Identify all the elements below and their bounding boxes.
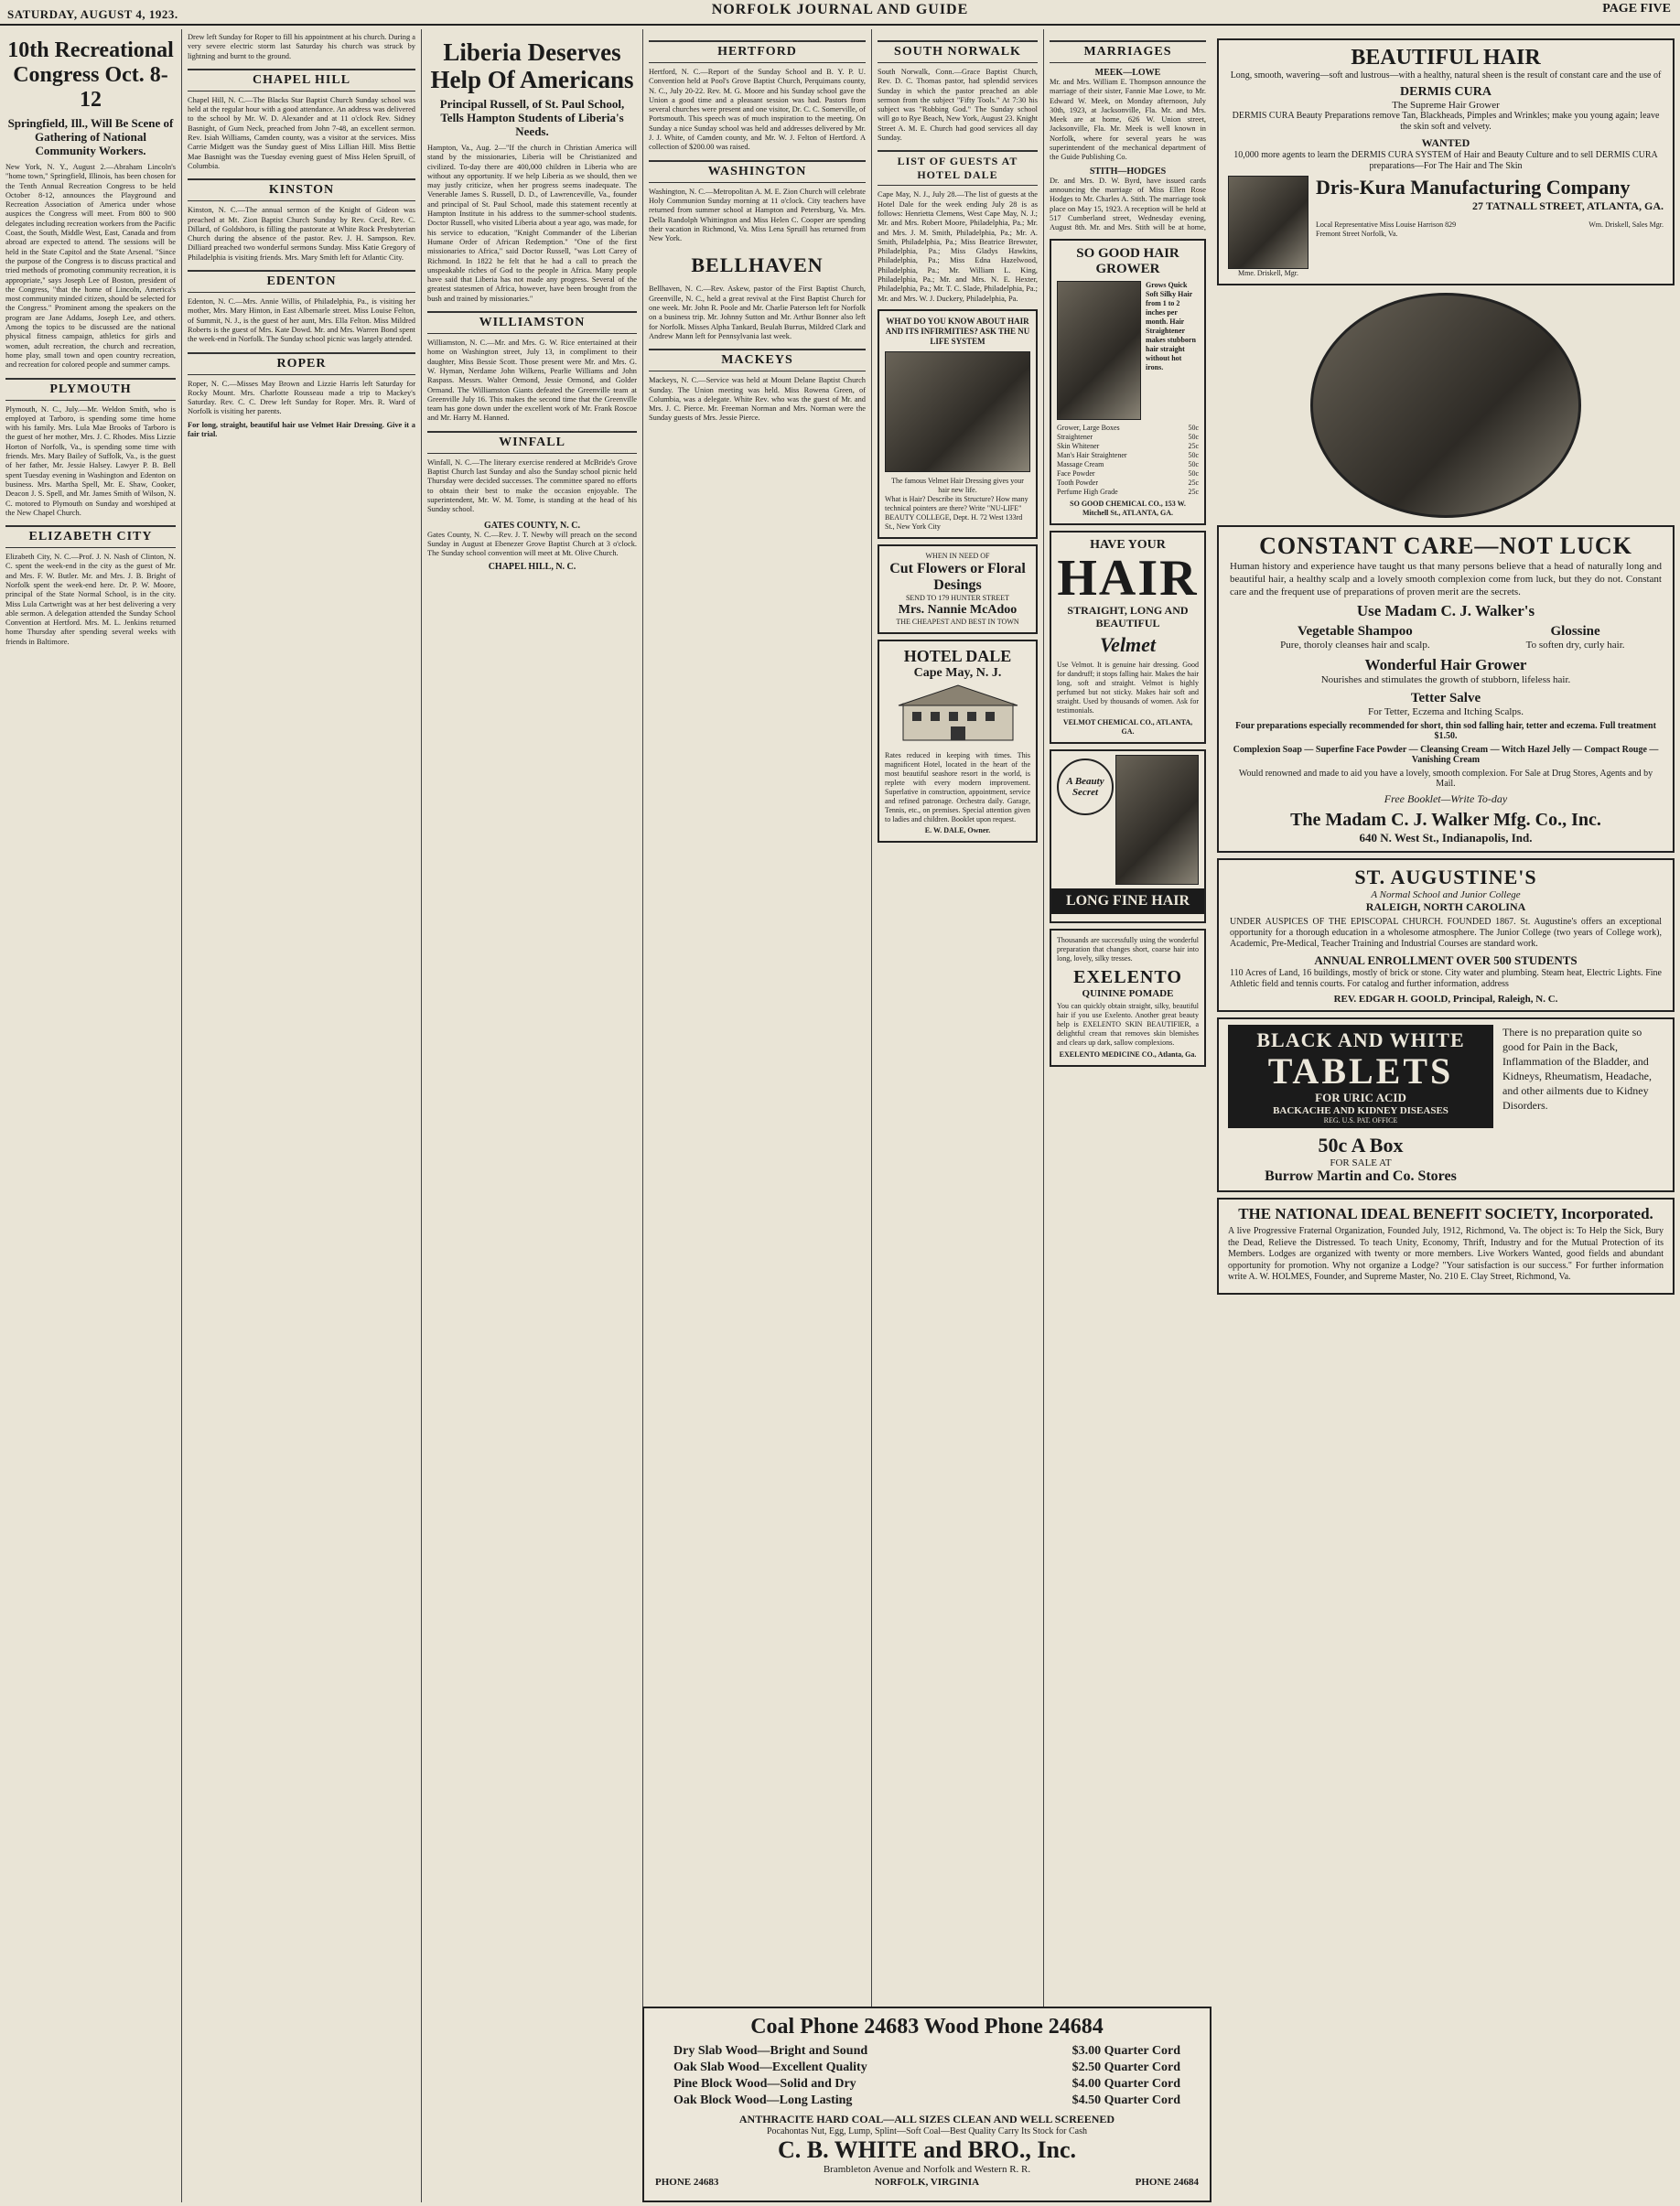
recreation-deck: Springfield, Ill., Will Be Scene of Gathering of National Community Workers.	[7, 116, 174, 157]
walker-shampoo-sub: Pure, thoroly cleanses hair and scalp.	[1280, 640, 1430, 651]
ideal-benefit-headline: THE NATIONAL IDEAL BENEFIT SOCIETY, Incorporated.	[1238, 1205, 1653, 1222]
price-value: 50c	[1188, 468, 1199, 478]
plymouth-article: Plymouth, N. C., July.—Mr. Weldon Smith, who is employed at Tarboro, is spending some time home with his family. Mrs. Lula Mae Brooks of Tarboro is the guest of her mother, Mrs. J. C. Rhodes. Miss Lizzie Horton of Norfolk, Va., is spending some time with friends. Mrs. Mary Bailey of Suffolk, Va., is the guest of her father, Mr. Jessie Halsey. Lawyer P. B. Bell spent Tuesday evening in Washington and Edenton on business. Mrs. Martha Spell, Mr. E. Shaw, Cooker, Deacon J. S. Spell, and Mr. James Smith of Wilson, N. C. motored to Plymouth on Sunday and worshiped at the New Chapel Church.	[5, 404, 176, 517]
flowers-name: Mrs. Nannie McAdoo	[898, 602, 1018, 617]
st-augustines-enroll: ANNUAL ENROLLMENT OVER 500 STUDENTS	[1314, 953, 1578, 967]
winfall-article: Winfall, N. C.—The literary exercise rendered at McBride's Grove Baptist Church last Sunday and also the Sunday school picnic held Thursday were decided successes. The committee spared no efforts to obtain their best to make the occasion enjoyable. The superintendent, Mr. W. M. Tome, is standing at the head of his Sunday school.	[427, 457, 637, 514]
hertford-article: Hertford, N. C.—Report of the Sunday School and B. Y. P. U. Convention held at Pool's Grove Baptist Church, Perquimans county, N. C., July 20-22. Rev. M. G. Moore and his Sunday school gave the Union a good time and a pleasant session was had. Pastors from several churches were present and one visitor, Dr. C. C. Somerville, of Portsmouth. This speech was of much inspiration to the meeting. On Sunday a nice Sunday school was held and addresses delivered by Mr. J. J. White, of Camden county, and Mr. W. J. Felton of Hertford. A collection of $200.00 was raised.	[649, 68, 866, 152]
walker-tetter: Tetter Salve	[1410, 691, 1481, 705]
recreation-headline: 10th Recreational Congress Oct. 8-12	[7, 38, 174, 112]
washington-heading: WASHINGTON	[649, 160, 866, 183]
coal-price: $4.50 Quarter Cord	[1072, 2093, 1180, 2107]
price-row	[1057, 442, 1199, 451]
coal-anthracite: ANTHRACITE HARD COAL—ALL SIZES CLEAN AND WELL SCREENED	[738, 2113, 1115, 2125]
dermis-cura-ad	[1217, 38, 1675, 285]
price-value: 25c	[1188, 487, 1199, 496]
tablets-brand-1: BLACK AND WHITE	[1256, 1028, 1465, 1051]
elizabeth-city-heading: ELIZABETH CITY	[5, 525, 176, 548]
walker-grower-sub: Nourishes and stimulates the growth of stubborn, lifeless hair.	[1320, 674, 1571, 685]
price-value: 50c	[1188, 423, 1199, 432]
hair-model-image	[1057, 281, 1141, 420]
walker-ad	[1217, 525, 1675, 853]
price-row	[1057, 479, 1199, 488]
column-2	[181, 29, 421, 2202]
masthead	[0, 0, 1680, 29]
coal-item: Oak Block Wood—Long Lasting	[673, 2093, 853, 2107]
black-white-tablets-ad	[1217, 1017, 1675, 1192]
so-good-price-list	[1057, 424, 1199, 497]
coal-item: Oak Slab Wood—Excellent Quality	[673, 2061, 867, 2074]
edenton-article: Edenton, N. C.—Mrs. Annie Willis, of Philadelphia, Pa., is visiting her mother, Mrs. Mary Hinton, in East Albemarle street. Miss Louise Felton, of Summit, N. J., is the guest of her aunt, Mrs. Ella Felton. Miss Mildred Roberts is the guest of Mrs. Kate Dowd. Mr. and Mrs. Warren Bond spent the week-end in Norfolk. The Sunday school picnic was largely attended.	[188, 297, 415, 344]
bellhaven-heading: BELLHAVEN	[691, 253, 824, 277]
coal-row	[673, 2043, 1180, 2060]
exelento-sub: QUININE POMADE	[1082, 987, 1174, 999]
walker-grower: Wonderful Hair Grower	[1364, 656, 1527, 673]
coal-phone-right: PHONE 24684	[1135, 2177, 1199, 2188]
price-item: Man's Hair Straightener	[1057, 450, 1127, 459]
meek-lowe-article: Mr. and Mrs. William E. Thompson announce the marriage of their sister, Fannie Mae Lowe, to Mr. Edward W. Meek, on Monday afternoon, July 30th, 1923, at Jacksonville, Fla. Mr. and Mrs. Meek are at home, 626 W. Union street, Jacksonville, Fla. Mr. Meek is well known in Norfolk, where for several years he was superintendent of the mechanical department of the Guide Publishing Co.	[1050, 78, 1206, 162]
price-row	[1057, 469, 1199, 479]
walker-product-row: Complexion Soap — Superfine Face Powder — Cleansing Cream — Witch Hazel Jelly — Compact Rouge — Vanishing Cream	[1233, 745, 1659, 765]
coal-price: $2.50 Quarter Cord	[1072, 2061, 1180, 2074]
elizabeth-city-article: Elizabeth City, N. C.—Prof. J. N. Nash of Clinton, N. C. spent the week-end in the city as the guest of Mr. and Mrs. F. W. Butler. Mr. and Mrs. J. B. Bright of Norfolk spent the week-end here. Dr. P. W. Moore, principal of the State Normal School, is in the city. Miss Lula Cartwright was at her best delivering a very able sermon. A delegation attended the Sunday School Convention at Hertford. Mrs. M. L. Jenkins returned home Thursday after spending several weeks with friends in Baltimore.	[5, 553, 176, 646]
coal-city: NORFOLK, VIRGINIA	[874, 2177, 980, 2188]
ideal-benefit-body: A live Progressive Fraternal Organization, Founded July, 1912, Richmond, Va. The object is: To Help the Sick, Bury the Dead, Relieve the Distressed. To teach Unity, Economy, Thrift, Industry and for the Mutual Protection of its Members. Lodges are organized with twenty or more members. Live Workers Wanted, good fields and abundant opportunity for promotion. Why not organize a Lodge? "Your satisfaction is our success." For further information write A. W. HOLMES, Founder, and Supreme Master, No. 210 E. Clay Street, Richmond, Va.	[1228, 1226, 1664, 1282]
mackeys-heading: MACKEYS	[649, 349, 866, 371]
coal-price: $4.00 Quarter Cord	[1072, 2077, 1180, 2091]
price-item: Tooth Powder	[1057, 478, 1098, 487]
dris-kura-company: Dris-Kura Manufacturing Company	[1316, 176, 1631, 199]
price-value: 25c	[1188, 478, 1199, 487]
beauty-secret-badge: A Beauty Secret	[1057, 759, 1114, 815]
coal-item: Dry Slab Wood—Bright and Sound	[673, 2044, 868, 2058]
column-7	[1212, 29, 1680, 2202]
dris-kura-agent: Local Representative Miss Louise Harrison 829 Fremont Street Norfolk, Va.	[1316, 221, 1457, 238]
dermis-wanted-body: 10,000 more agents to learn the DERMIS CURA SYSTEM of Hair and Beauty Culture and to sell DERMIS CURA preparations—For The Hair and The Skin	[1233, 150, 1658, 171]
walker-four-line: Four preparations especially recommended for short, thin sod falling hair, tetter and eczema. Full treatment $1.50.	[1235, 721, 1656, 741]
williamston-article: Williamston, N. C.—Mr. and Mrs. G. W. Rice entertained at their home on Washington street, July 13, in compliment to their daughter, Miss Bessie Scott. Those present were Mr. and Mrs. G. W. Hyman, Nerdame John Wilkens, Pearlie Williams and John Raspass. Messrs. Walter Ormond, Jessie Ormond, and Golder Ormand. The Williamston Giants defeated the Greenville team at Greenville July 16. This makes the second time that the Greenville team has gone down under the excellent work of Mr. Frank Roscoe and Mr. Harry M. Hanned.	[427, 339, 637, 423]
washington-article: Washington, N. C.—Metropolitan A. M. E. Zion Church will celebrate Holy Communion Sunday morning at 11 o'clock. City teachers have returned from summer school at Hampton and Petersburg, Va. Mrs. Della Randolph Whittington and Miss Helen C. Cooper are spending their vacation in Richmond, Va. Miss Lena Spruill has returned from New York.	[649, 187, 866, 243]
exelento-name: EXELENTO	[1073, 966, 1182, 987]
so-good-address: SO GOOD CHEMICAL CO., 153 W. Mitchell St., ATLANTA, GA.	[1070, 499, 1186, 517]
stith-hodges-heading: STITH—HODGES	[1089, 166, 1167, 177]
st-augustines-body: UNDER AUSPICES OF THE EPISCOPAL CHURCH. FOUNDED 1867. St. Augustine's offers an exceptional opportunity for a thorough education in a wholesome atmosphere. The Junior College (two years of College work), Academic, Pre-Medical, Teacher Training and Industrial Courses are standard work.	[1230, 917, 1662, 949]
coal-ad	[642, 2007, 1212, 2202]
dermis-cura-more: DERMIS CURA Beauty Preparations remove Tan, Blackheads, Pimples and Wrinkles; make you young again; leave the skin soft and velvety.	[1232, 111, 1660, 132]
coal-price-rows	[673, 2043, 1180, 2109]
coal-price: $3.00 Quarter Cord	[1072, 2044, 1180, 2058]
roper-lead: Drew left Sunday for Roper to fill his appointment at his church. During a very severe electric storm last Saturday his church was struck by lightning and burnt to the ground.	[188, 33, 415, 60]
price-value: 50c	[1188, 432, 1199, 441]
coal-soft: Pocahontas Nut, Egg, Lump, Splint—Soft Coal—Best Quality Carry Its Stock for Cash	[767, 2126, 1087, 2136]
hotel-dale-ad	[878, 640, 1038, 843]
dermis-wanted: WANTED	[1421, 136, 1470, 149]
price-item: Skin Whitener	[1057, 441, 1100, 450]
exelento-ad	[1050, 929, 1206, 1067]
beautiful-hair-headline: BEAUTIFUL HAIR	[1351, 46, 1541, 70]
nulife-ad	[878, 309, 1038, 539]
walker-shampoo: Vegetable Shampoo	[1298, 624, 1413, 639]
velmet-brand: Velmet	[1099, 632, 1157, 656]
tablets-reg: REG. U.S. PAT. OFFICE	[1323, 1116, 1398, 1125]
chapel-hill-article: Chapel Hill, N. C.—The Blacks Star Baptist Church Sunday school was held at the regular hour with a good attendance. An address was delivered to the school by Mr. W. D. Alexander and at 11 o'clock Rev. Sidney Basnight, of Gum Neck, preached from John 7-48, an excellent sermon. Rev. Isiah Williams, Camden county, was a visitor at the services. Miss Carrie Midgett was the Sunday guest of Miss Lillian Hill. Miss Bettie Mae Basnight was the Tuesday evening guest of Miss Helen Spruill, of Columbia.	[188, 95, 415, 170]
nulife-caption: The famous Velmet Hair Dressing gives your hair new life.	[891, 476, 1024, 494]
column-4	[642, 29, 871, 2007]
bellhaven-article: Bellhaven, N. C.—Rev. Askew, pastor of the First Baptist Church, Greenville, N. C., held a great revival at the First Baptist Church for one week. Mr. John R. Poole and Mr. Charlie Paterson left for Norfolk on a business trip. Mr. Johnny Sutton and Mr. Arthur Bonner also left for Norfolk. Misses Alpha Tankard, Beulah Burrus, Mildred Clark and Andrew Mann left for Pennsylvania last week.	[649, 285, 866, 340]
ideal-benefit-ad	[1217, 1198, 1675, 1295]
gates-county-article: Gates County, N. C.—Rev. J. T. Newby will preach on the second Sunday in August at Ebenezer Grove Baptist Church at 3 o'clock. The Sunday school convention will meet at Mt. Olive Church.	[427, 530, 637, 558]
hotel-guests-article: Cape May, N. J., July 28.—The list of guests at the Hotel Dale for the week ending July 28 is as follows: Henrietta Clemens, West Cape May, N. J.; Mr. and Mrs. Robert Moore, Philadelphia, Pa.; Mr. and Mrs. J. M. Smith, Philadelphia, Pa.; Mr. A. Smith, Philadelphia, Pa.; Miss Beatrice Brewster, Philadelphia, Pa.; Miss Gladys Hawkins, Philadelphia, Pa.; Miss Edna Hazelwood, Philadelphia, Pa.; Mr. William L. King, Philadelphia, Pa.; Mr. and Mrs. N. E. Hexter, Philadelphia, Pa.; Mr. T. C. Slade, Philadelphia, Pa.; Mr. and Mrs. W. J. Duckery, Philadelphia, Pa.	[878, 190, 1038, 303]
liberia-deck: Principal Russell, of St. Paul School, Tells Hampton Students of Liberia's Needs.	[439, 97, 625, 138]
meek-lowe-heading: MEEK—LOWE	[1094, 68, 1161, 78]
coal-phones: Coal Phone 24683 Wood Phone 24684	[750, 2015, 1104, 2039]
coal-row	[673, 2060, 1180, 2076]
hotel-owner: E. W. DALE, Owner.	[924, 825, 991, 834]
issue-date: SATURDAY, AUGUST 4, 1923.	[7, 7, 178, 21]
roper-heading: ROPER	[188, 352, 415, 375]
nulife-question: WHAT DO YOU KNOW ABOUT HAIR AND ITS INFIRMITIES? ASK THE NU LIFE SYSTEM	[885, 316, 1030, 346]
st-augustines-more: 110 Acres of Land, 16 buildings, mostly of brick or stone. City water and plumbing. Steam heat, Electric Lights. Fine Athletic field and tennis courts. For catalog and further information, address	[1230, 968, 1662, 989]
masthead-rule	[0, 24, 1680, 26]
paper-name: NORFOLK JOURNAL AND GUIDE	[711, 2, 969, 17]
plymouth-heading: PLYMOUTH	[5, 378, 176, 401]
driskell-caption: Mme. Driskell, Mgr.	[1238, 269, 1298, 277]
dermis-cura-sub: The Supreme Hair Grower	[1392, 100, 1500, 111]
exelento-body: You can quickly obtain straight, silky, beautiful hair if you use Exelento. Another great beauty help is EXELENTO SKIN BEAUTIFIER, a delightful cream that removes skin blemishes and clears up dark, sallow complexions.	[1057, 1001, 1199, 1047]
hotel-guests-heading: LIST OF GUESTS AT HOTEL DALE	[878, 150, 1038, 186]
walker-body: Human history and experience have taught us that many persons believe that a head of naturally long and beautiful hair, a healthy scalp and a lovely smooth complexion come from luck, but they do not. Constant care and the frequent use of preparations of proven merit are the secrets.	[1230, 561, 1662, 597]
hotel-place: Cape May, N. J.	[913, 665, 1002, 680]
beautiful-hair-body: Long, smooth, wavering—soft and lustrous—with a healthy, natural sheen is the result of constant care and the use of	[1230, 70, 1662, 81]
column-3	[421, 29, 642, 2202]
velmet-top: HAVE YOUR	[1090, 537, 1166, 552]
beauty-secret-ad	[1050, 749, 1206, 923]
walker-glossine-sub: To soften dry, curly hair.	[1525, 640, 1625, 651]
page-number: PAGE FIVE	[1602, 2, 1671, 16]
st-augustines-place: RALEIGH, NORTH CAROLINA	[1365, 900, 1526, 913]
walker-tetter-sub: For Tetter, Eczema and Itching Scalps.	[1368, 706, 1524, 717]
kinston-heading: KINSTON	[188, 178, 415, 201]
stith-hodges-article: Dr. and Mrs. D. W. Byrd, have issued cards announcing the marriage of Miss Ellen Rose Hodges to Mr. Charles A. Stith. The marriage took place on May 15, 1923. A reception will be held at 517 Cumberland street, Wednesday evening, August 8th. Mr. and Mrs. Stith will be at home,	[1050, 176, 1206, 232]
edenton-heading: EDENTON	[188, 270, 415, 293]
chapel-hill-heading: CHAPEL HILL	[188, 69, 415, 91]
flowers-ad	[878, 544, 1038, 634]
velmet-tagline: For long, straight, beautiful hair use Velmet Hair Dressing. Give it a fair trial.	[188, 420, 415, 439]
tablets-sale: FOR SALE AT	[1330, 1157, 1392, 1168]
tablets-side: There is no preparation quite so good for Pain in the Back, Inflammation of the Bladder, and Kidneys, Rheumatism, Headache, and other ailments due to Kidney Disorders.	[1502, 1026, 1652, 1112]
so-good-headline: SO GOOD HAIR GROWER	[1076, 245, 1179, 276]
hotel-body: Rates reduced in keeping with times. This magnificent Hotel, located in the heart of the most beautiful seashore resort in the world, is replete with every modern improvement. Superlative in construction, appointment, service and refined patronage. Orchestra daily. Garage, Tennis, etc., on premises. Special attention given to ladies and children. Booklet upon request.	[885, 750, 1030, 823]
walker-portrait-frame	[1217, 293, 1675, 518]
price-value: 25c	[1188, 441, 1199, 450]
dris-kura-address: 27 TATNALL STREET, ATLANTA, GA.	[1471, 199, 1664, 212]
walker-tag: Would renowned and made to aid you have a lovely, smooth complexion. For Sale at Drug Stores, Agents and by Mail.	[1238, 769, 1653, 789]
price-item: Grower, Large Boxes	[1057, 423, 1120, 432]
price-item: Perfume High Grade	[1057, 487, 1118, 496]
st-augustines-headline: ST. AUGUSTINE'S	[1354, 866, 1537, 888]
walker-headline: CONSTANT CARE—NOT LUCK	[1259, 533, 1632, 559]
williamston-heading: WILLIAMSTON	[427, 311, 637, 334]
tablets-store: Burrow Martin and Co. Stores	[1265, 1168, 1457, 1184]
gates-county-heading: GATES COUNTY, N. C.	[483, 520, 581, 531]
south-norwalk-heading: SOUTH NORWALK	[878, 40, 1038, 63]
liberia-article: Hampton, Va., Aug. 2—"If the church in Christian America will stand by the missionaries, Liberia will be Christianized and civilized. To-day there are 400,000 children in Liberia who are without any opportunity. If we help Liberia as we should, then we may justly criticize, when her progress seems inadequate. The Venerable James S. Russell, D. D., of Lawrenceville, Va., founder and principal of St. Paul School, made this statement recently at Hampton Institute in his address to the summer-school students. Doctor Russell, who visited Liberia about a year ago, was made, for his service to education, "Knight Commander of the Liberian Humane Order of African Redemption." "One of the first missionaries to Africa," said Doctor Russell, "was Lott Carey of Richmond. In 1822 he felt that he had a call to preach the unspeakable riches of God to the people in Africa. Many people have said that Liberia has not made any progress. Several of the greatest statesmen of Africa, however, have been brought from the bush and trained by missionaries."	[427, 144, 637, 303]
price-item: Straightener	[1057, 432, 1093, 441]
velmet-big-word: HAIR	[1057, 549, 1199, 607]
coal-address: Brambleton Avenue and Norfolk and Western R. R.	[823, 2164, 1031, 2175]
price-row	[1057, 424, 1199, 433]
hertford-heading: HERTFORD	[649, 40, 866, 63]
dermis-cura-brand: DERMIS CURA	[1400, 85, 1492, 99]
hotel-name: HOTEL DALE	[903, 646, 1012, 665]
column-5	[871, 29, 1043, 2007]
portrait-image	[885, 351, 1030, 472]
flowers-tagline: THE CHEAPEST AND BEST IN TOWN	[896, 617, 1019, 626]
walker-portrait	[1310, 293, 1581, 518]
column-1	[0, 29, 181, 2202]
exelento-company: EXELENTO MEDICINE CO., Atlanta, Ga.	[1059, 1049, 1197, 1059]
velmet-address: VELMOT CHEMICAL CO., ATLANTA, GA.	[1062, 717, 1193, 736]
roper-article: Roper, N. C.—Misses May Brown and Lizzie Harris left Saturday for Rocky Mount. Mrs. Charlotte Rousseau made a trip to Mackey's Saturday. Rev. C. C. Drew left Sunday for Roper. Mrs. R. Ward of Norfolk is visiting her parents.	[188, 379, 415, 416]
walker-address: 640 N. West St., Indianapolis, Ind.	[1359, 831, 1533, 845]
recreation-article: New York, N. Y., August 2.—Abraham Lincoln's "home town," Springfield, Illinois, has been chosen for the Tenth Annual Recreation Congress to be held October 8-12, announces the Playground and Recreation Association of America under whose auspices the Congress will meet. From 800 to 900 delegates including recreation workers from the Pacific Coast, the South, Middle West, East, Canada and from abroad are expected to attend. The sessions will be held in the State Capitol and the State Arsenal. "Since the purpose of the Congress is to discuss practical and tried methods of promoting community recreation, it is appropriate," says Joseph Lee of Boston, president of the Congress, "that the home of Lincoln, America's most community minded citizen, should be selected for the Congress." Prominent among the speakers on the program are Jane Addams, Joseph Lee, and others. Among the topics to be discussed are the national physical fitness campaign, athletics for girls and women, adult recreation, the church and recreation, home play, small town and open country recreation, and recreation for colored people and summer camps.	[5, 163, 176, 370]
nulife-body: What is Hair? Describe its Structure? How many technical pointers are there? Write "NU-LIFE" BEAUTY COLLEGE, Dept. H. 72 West 133rd St., New York City	[885, 494, 1028, 531]
st-augustines-principal: REV. EDGAR H. GOOLD, Principal, Raleigh, N. C.	[1333, 994, 1558, 1005]
coal-firm: C. B. WHITE and BRO., Inc.	[777, 2136, 1077, 2163]
coal-phone-left: PHONE 24683	[655, 2177, 719, 2188]
dris-kura-sales: Wm. Driskell, Sales Mgr.	[1588, 221, 1664, 229]
price-row	[1057, 433, 1199, 442]
walker-glossine: Glossine	[1550, 624, 1600, 639]
chapel-hill-sign: CHAPEL HILL, N. C.	[488, 562, 576, 573]
beauty-secret-image	[1115, 755, 1199, 885]
flowers-need: WHEN IN NEED OF	[925, 551, 990, 560]
hotel-building-illustration	[885, 681, 1031, 745]
so-good-ad	[1050, 239, 1206, 525]
tablets-brand-2: TABLETS	[1267, 1050, 1454, 1092]
tablets-kidney: BACKACHE AND KIDNEY DISEASES	[1273, 1105, 1448, 1116]
so-good-sidebar: Grows Quick Soft Silky Hair from 1 to 2 inches per month. Hair Straightener makes stubborn hair straight without hot irons.	[1146, 280, 1196, 371]
marriages-heading: MARRIAGES	[1050, 40, 1206, 63]
coal-row	[673, 2093, 1180, 2109]
flowers-headline: Cut Flowers or Floral Desings	[889, 560, 1026, 593]
column-6	[1043, 29, 1212, 2007]
coal-row	[673, 2076, 1180, 2093]
beauty-secret-banner: LONG FINE HAIR	[1051, 888, 1204, 914]
flowers-address: SEND TO 179 HUNTER STREET	[905, 593, 1010, 602]
driskell-portrait	[1228, 176, 1308, 269]
kinston-article: Kinston, N. C.—The annual sermon of the Knight of Gideon was preached at Mt. Zion Baptist Church Sunday by Rev. Cecil, Rev. C. Dillard, of Goldsboro, is filling the pastorate at White Rock Presbyterian Church during the absence of the pastor. Rev. J. H. Sampson. Rev. Dilliard preached two wonderful sermons Sunday. Miss Katie Gregory of Philadelphia is visiting friends. Mrs. Mary Smith left for Atlantic City.	[188, 206, 415, 262]
walker-booklet: Free Booklet—Write To-day	[1384, 792, 1508, 805]
exelento-intro: Thousands are successfully using the wonderful preparation that changes short, coarse hair into long, lovely, silky tresses.	[1057, 935, 1199, 963]
tablets-uric: FOR URIC ACID	[1315, 1091, 1406, 1104]
price-item: Face Powder	[1057, 468, 1095, 478]
mackeys-article: Mackeys, N. C.—Service was held at Mount Delane Baptist Church Sunday. The Union meeting was held. Miss Rowena Green, of Columbia, was a delegate. White Rev. who was the guest of Mr. and Mrs. J. C. Pierce. Mr. Freeman Norman and Mrs. Norman were the Sunday guests of Mrs. Jessie Pierce.	[649, 376, 866, 423]
st-augustines-sub: A Normal School and Junior College	[1371, 889, 1521, 900]
south-norwalk-article: South Norwalk, Conn.—Grace Baptist Church, Rev. D. C. Thomas pastor, had splendid services Sunday in which the pastor preached an able sermon from the subject "Fifty Tools." At 7:30 his subject was "Robbing God." The Sunday school will go to Rye Beach, New York, August 23. Knight Street A. M. E. Church had good services all day Sunday.	[878, 68, 1038, 143]
walker-company: The Madam C. J. Walker Mfg. Co., Inc.	[1290, 810, 1601, 830]
price-value: 50c	[1188, 459, 1199, 468]
velmet-subhead: STRAIGHT, LONG AND BEAUTIFUL	[1067, 603, 1189, 630]
price-row	[1057, 460, 1199, 469]
coal-item: Pine Block Wood—Solid and Dry	[673, 2077, 856, 2091]
price-value: 50c	[1188, 450, 1199, 459]
walker-use: Use Madam C. J. Walker's	[1356, 602, 1535, 619]
velmet-ad	[1050, 531, 1206, 744]
price-item: Massage Cream	[1057, 459, 1104, 468]
price-row	[1057, 451, 1199, 460]
st-augustines-ad	[1217, 858, 1675, 1012]
price-row	[1057, 488, 1199, 497]
tablets-price: 50c A Box	[1318, 1134, 1404, 1157]
velmet-body: Use Velmot. It is genuine hair dressing. Good for dandruff; it stops falling hair. Makes the hair long, soft and straight. Velmot is highly perfumed but not sticky. Makes hair soft and straight. Used by thousands of women. Ask for testimonials.	[1057, 660, 1199, 715]
liberia-headline: Liberia Deserves Help Of Americans	[430, 38, 634, 93]
winfall-heading: WINFALL	[427, 431, 637, 454]
